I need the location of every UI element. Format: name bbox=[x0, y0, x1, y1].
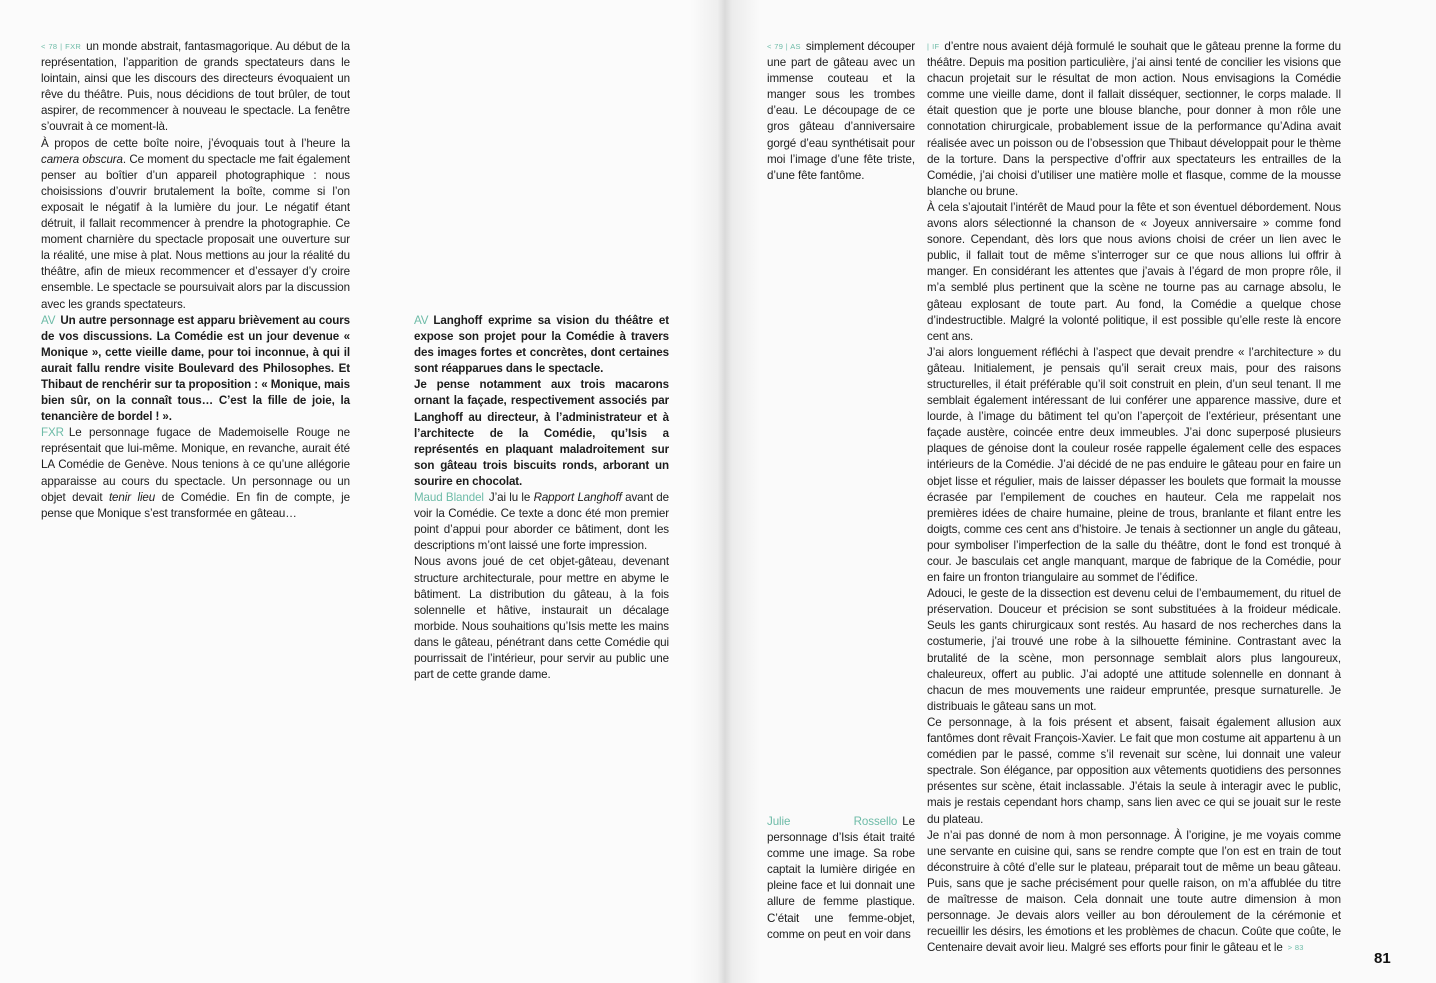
cross-reference[interactable]: < 78 | FXR bbox=[41, 42, 82, 51]
speaker-label: Julie Rossello bbox=[767, 815, 898, 828]
answer-paragraph: FXR Le personnage fugace de Mademoiselle Rouge ne représentait que lui-même. Monique, en revanche, aurait été LA Comédie de Genève. Nous tenions à ce qu’une allégorie apparaisse au cours du spectacle. Un personnage ou un objet devait tenir lieu de Comédie. En fin de compte, je pense que Monique s’est transformée en gâteau… bbox=[41, 426, 350, 520]
paragraph: | IF d’entre nous avaient déjà formulé le souhait que le gâteau prenne la forme du théâtre. Depuis ma position particulière, j’ai ainsi tenté de concilier les visions que chacun projetait sur le résultat de mon action. Nous envisagions la Comédie comme une vieille dame, dont il fallait disséquer, sectionner, le corps malade. Il était question que je porte une blouse blanche, pour donner à mon rôle une connotation chirurgicale, probablement issue de la performance qu’Adina avait réalisée avec un poisson ou de l’obsession que Thibaut développait pour le thème de la torture. Dans la perspective d’offrir aux spectateurs les entrailles de la Comédie, j’ai choisi d’utiliser une matière molle et flasque, comme de la mousse blanche ou brune. bbox=[927, 40, 1341, 198]
question-paragraph: Je pense notamment aux trois macarons ornant la façade, respectivement associés par Langhoff au directeur, à l’administrateur et à l’architecte de la Comédie, qu’Isis a représentés en plaquant maladroitement sur son gâteau trois biscuits ronds, arborant un sourire en chocolat. bbox=[414, 378, 669, 488]
speaker-label: AV bbox=[41, 313, 56, 327]
paragraph: Adouci, le geste de la dissection est devenu celui de l’embaumement, du rituel de préservation. Douceur et précision se sont substituées à la froideur médicale. Seuls les gants chirurgicaux sont restés. Au hasard de nos recherches dans la costumerie, j’ai trouvé une robe à la silhouette féminine. Contrastant avec la brutalité de la scène, mon personnage semblait alors plus langoureux, chaleureux, offert au public. J’ai adopté une attitude solennelle en donnant à chacun de mes mouvements une raideur empruntée, presque surnaturelle. Je distribuais le gâteau sans un mot. bbox=[927, 587, 1341, 713]
cross-reference[interactable]: | IF bbox=[927, 42, 940, 51]
page-number: 81 bbox=[1374, 950, 1391, 967]
column-1 bbox=[41, 39, 350, 522]
paragraph: Ce personnage, à la fois présent et absent, faisait également allusion aux fantômes dont rêvait François-Xavier. Le fait que mon costume ait appartenu à un comédien par le passé, comme s’il revenait sur scène, lui donnait une valeur spectrale. Son élégance, par opposition aux vêtements quotidiens des personnes présentes sur scène, était inclassable. J’étais la seule à interagir avec le public, mais je restais cependant hors champ, sans lien avec ce qui se jouait sur le reste du plateau. bbox=[927, 715, 1341, 826]
paragraph: À propos de cette boîte noire, j’évoquais tout à l’heure la camera obscura. Ce moment du spectacle me fait également penser au boîtier d’un appareil photographique : nous choisissions d’ouvrir brutalement la boîte, comme si l’on exposait le négatif à la lumière du jour. Le négatif étant détruit, il fallait recommencer à prendre la photographie. Ce moment charnière du spectacle proposait une ouverture sur la réalité, une mise à plat. Nous mettions au jour la réalité du théâtre, afin de mieux recommencer et d’essayer d’y croire ensemble. Le spectacle se poursuivait alors par la discussion avec les grands spectateurs. bbox=[41, 136, 350, 311]
answer-paragraph: Julie Rossello Le personnage d’Isis était traité comme une image. Sa robe captait la lumière dirigée en pleine face et lui donnait une allure de femme plastique. C’était une femme-objet, comme on peut en voir dans bbox=[767, 815, 915, 941]
paragraph: À cela s’ajoutait l’intérêt de Maud pour la fête et son éventuel débordement. Nous avons alors sélectionné la chanson de « Joyeux anniversaire » comme fond sonore. Cependant, dès lors que nous avions choisi de créer un lien avec le public, il fallait tout de même s’interroger sur ce que nous allions lui offrir à manger. En considérant les attentes que j’avais à l’égard de mon propre rôle, il m’a semblé plus pertinent que la scène ne tourne pas au carnage absolu, le gâteau explosant de toute part. Au fond, la Comédie a quelque chose d’indestructible. Malgré la volonté politique, il est possible qu’elle reste là encore cent ans. bbox=[927, 200, 1341, 343]
column-2 bbox=[414, 313, 669, 683]
paragraph: < 79 | AS simplement découper une part de gâteau avec un immense couteau et la manger sous les trombes d’eau. Le découpage de ce gros gâteau d’anniversaire gorgé d’eau synthétisait pour moi l’image d’une fête triste, d’une fête fantôme. bbox=[767, 40, 915, 182]
speaker-label: Maud Blandel bbox=[414, 491, 484, 505]
column-3-lower bbox=[767, 814, 915, 943]
speaker-label: AV bbox=[414, 314, 429, 327]
paragraph: < 78 | FXR un monde abstrait, fantasmagorique. Au début de la représentation, l’apparition de grands spectateurs dans le lointain, ainsi que les discours des directeurs évoquaient un rêve du théâtre. Puis, nous décidions de tout brûler, de tout aspirer, de recommencer à nouveau le spectacle. La fenêtre s’ouvrait à ce moment-là. bbox=[41, 40, 350, 134]
speaker-label: FXR bbox=[41, 426, 64, 440]
book-gutter bbox=[690, 0, 760, 983]
cross-reference[interactable]: < 79 | AS bbox=[767, 42, 801, 51]
paragraph: Nous avons joué de cet objet-gâteau, devenant structure architecturale, pour mettre en abyme le bâtiment. La distribution du gâteau, à la fois solennelle et hâtive, instaurait un décalage morbide. Nous souhaitions qu’Isis mette les mains dans le gâteau, pénétrant dans cette Comédie qui pourrissait de l’intérieur, pour servir au public une part de cette grande dame. bbox=[414, 555, 669, 682]
paragraph: J’ai alors longuement réfléchi à l’aspect que devait prendre « l’architecture » du gâteau. Initialement, je pensais qu’il serait creux mais, pour des raisons structurelles, il était préférable qu’il soit construit en plein, d’un seul tenant. Il me semblait également intéressant de lui conférer une apparence massive, dure et lourde, à l’image du bâtiment tel qu’on l’aperçoit de l’extérieur, présentant une façade austère, coincée entre deux immeubles. J’ai donc superposé plusieurs plaques de génoise dont la couleur rosée rappelle également celle des espaces intérieurs de la Comédie. J’ai décidé de ne pas enduire le gâteau pour en faire un objet lisse et régulier, mais de laisser dépasser les boulets que formait la mousse écrasée par l’empilement de couches en hauteur. Cela me rappelait nos premières idées de chaire humaine, pleine de trous, branlante et filant entre les doigts, comme ces cent ans d’histoire. Je tenais à sectionner un angle du gâteau, pour symboliser l’imperfection de la salle du théâtre, dont le fond est tronqué à cour. Je basculais cet angle manquant, marque de fabrique de la Comédie, pour en faire un fronton triangulaire au sommet de l’édifice. bbox=[927, 345, 1341, 585]
paragraph: Je n’ai pas donné de nom à mon personnage. À l’origine, je me voyais comme une servante en cuisine qui, sans se rendre compte que l’on est en train de tout déconstruire à côté d’elle sur le plateau, préparait tout de même un beau gâteau. Puis, sans que je sache précisément pour quelle raison, on m’a affublée du titre de maîtresse de maison. Cela donnait une toute autre dimension à mon personnage. Je devais alors veiller au bon déroulement de la cérémonie et recueillir les désirs, les émotions et les problèmes de chacun. Coûte que coûte, le Centenaire devait avoir lieu. Malgré ses efforts pour finir le gâteau et le > 83 bbox=[927, 828, 1341, 955]
column-4 bbox=[927, 39, 1341, 956]
question-paragraph: AV Un autre personnage est apparu brièvement au cours de vos discussions. La Comédie est un jour devenue « Monique », cette vieille dame, pour toi inconnue, à qui il aurait fallu rendre visite Boulevard des Philosophes. Et Thibaut de renchérir sur ta proposition : « Monique, mais bien sûr, on la connaît tous… C’est la fille de joie, la tenancière de bordel ! ». bbox=[41, 313, 350, 424]
cross-reference[interactable]: > 83 bbox=[1287, 943, 1304, 953]
column-3 bbox=[767, 39, 915, 184]
answer-paragraph: Maud Blandel J’ai lu le Rapport Langhoff avant de voir la Comédie. Ce texte a donc été mon premier point d’appui pour aborder ce bâtiment, dont les descriptions m’ont laissé une forte impression. bbox=[414, 491, 670, 553]
question-paragraph: AV Langhoff exprime sa vision du théâtre et expose son projet pour la Comédie à travers des images fortes et concrètes, dont certaines sont réapparues dans le spectacle. bbox=[414, 314, 669, 376]
